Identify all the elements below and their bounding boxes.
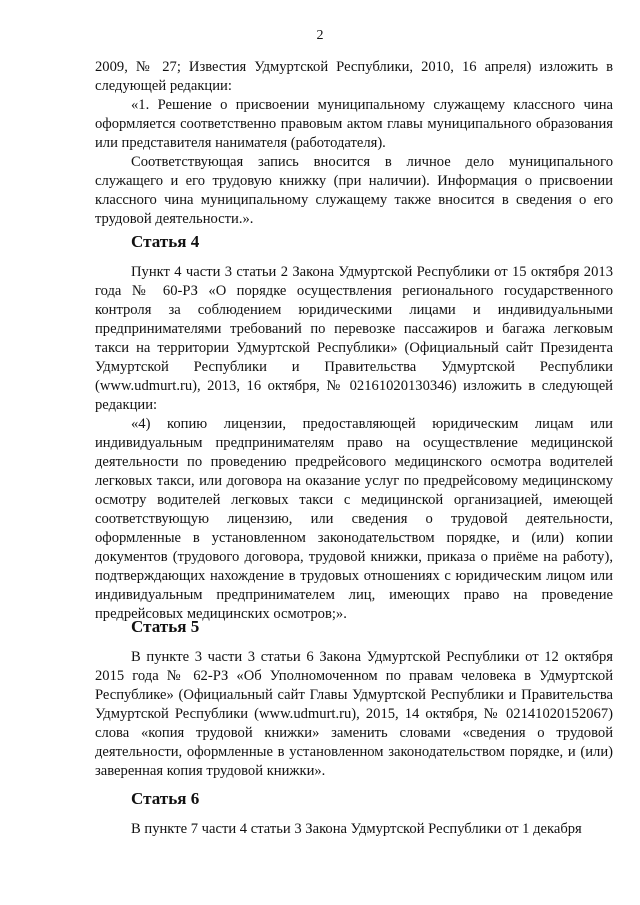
article-4-paragraph-1: Пункт 4 части 3 статьи 2 Закона Удмуртской Республики от 15 октября 2013 года № 60-РЗ «О порядке осуществления регионального государственного контроля за соблюдением юридическими лицами и индивидуальными предпринимателями требований по перевозке пассажиров и багажа легковым такси на территории Удмуртской Республики» (Официальный сайт Президента Удмуртской Республики и Правительства Удмуртской Республики (www.udmurt.ru), 2013, 16 октября, № 02161020130346) изложить в следующей редакции: <box>95 264 613 413</box>
paragraph-quote-1: «1. Решение о присвоении муниципальному служащему классного чина оформляется соответственно правовым актом главы муниципального образования или представителя нанимателя (работодателя). <box>95 97 613 151</box>
paragraph-continuation: 2009, № 27; Известия Удмуртской Республики, 2010, 16 апреля) изложить в следующей редакции: <box>95 59 613 94</box>
article-4-paragraph-2: «4) копию лицензии, предоставляющей юридическим лицам или индивидуальным предпринимателям право на осуществление медицинской деятельности по проведению предрейсового медицинского осмотра водителей легковых такси, или договора на оказание услуг по предрейсовому медицинскому осмотру водителей легковых такси с медицинской организацией, имеющей соответствующую лицензию, или сведения о трудовой деятельности, оформленные в установленном законодательством порядке, и (или) копии документов (трудового договора, трудовой книжки, приказа о приёме на работу), подтверждающих нахождение в трудовых отношениях с юридическим лицом или индивидуальным предпринимателем лиц, имеющих право на проведение предрейсовых медицинских осмотров;». <box>95 416 613 622</box>
article-heading-4: Статья 4 <box>131 232 200 251</box>
paragraph-quote-2: Соответствующая запись вносится в личное дело муниципального служащего и его трудовую книжку (при наличии). Информация о присвоении классного чина муниципальному служащему также вносится в сведения о его трудовой деятельности.». <box>95 154 613 227</box>
page-number: 2 <box>316 28 324 43</box>
article-heading-5: Статья 5 <box>131 617 200 636</box>
article-6-paragraph: В пункте 7 части 4 статьи 3 Закона Удмуртской Республики от 1 декабря <box>131 821 582 837</box>
article-5-paragraph: В пункте 3 части 3 статьи 6 Закона Удмуртской Республики от 12 октября 2015 года № 62-РЗ «Об Уполномоченном по правам человека в Удмуртской Республике» (Официальный сайт Главы Удмуртской Республики и Правительства Удмуртской Республики (www.udmurt.ru), 2015, 14 октября, № 02141020152067) слова «копия трудовой книжки» заменить словами «сведения о трудовой деятельности, оформленные в установленном законодательством порядке, и (или) заверенная копия трудовой книжки». <box>95 649 613 779</box>
article-heading-6: Статья 6 <box>131 789 200 808</box>
